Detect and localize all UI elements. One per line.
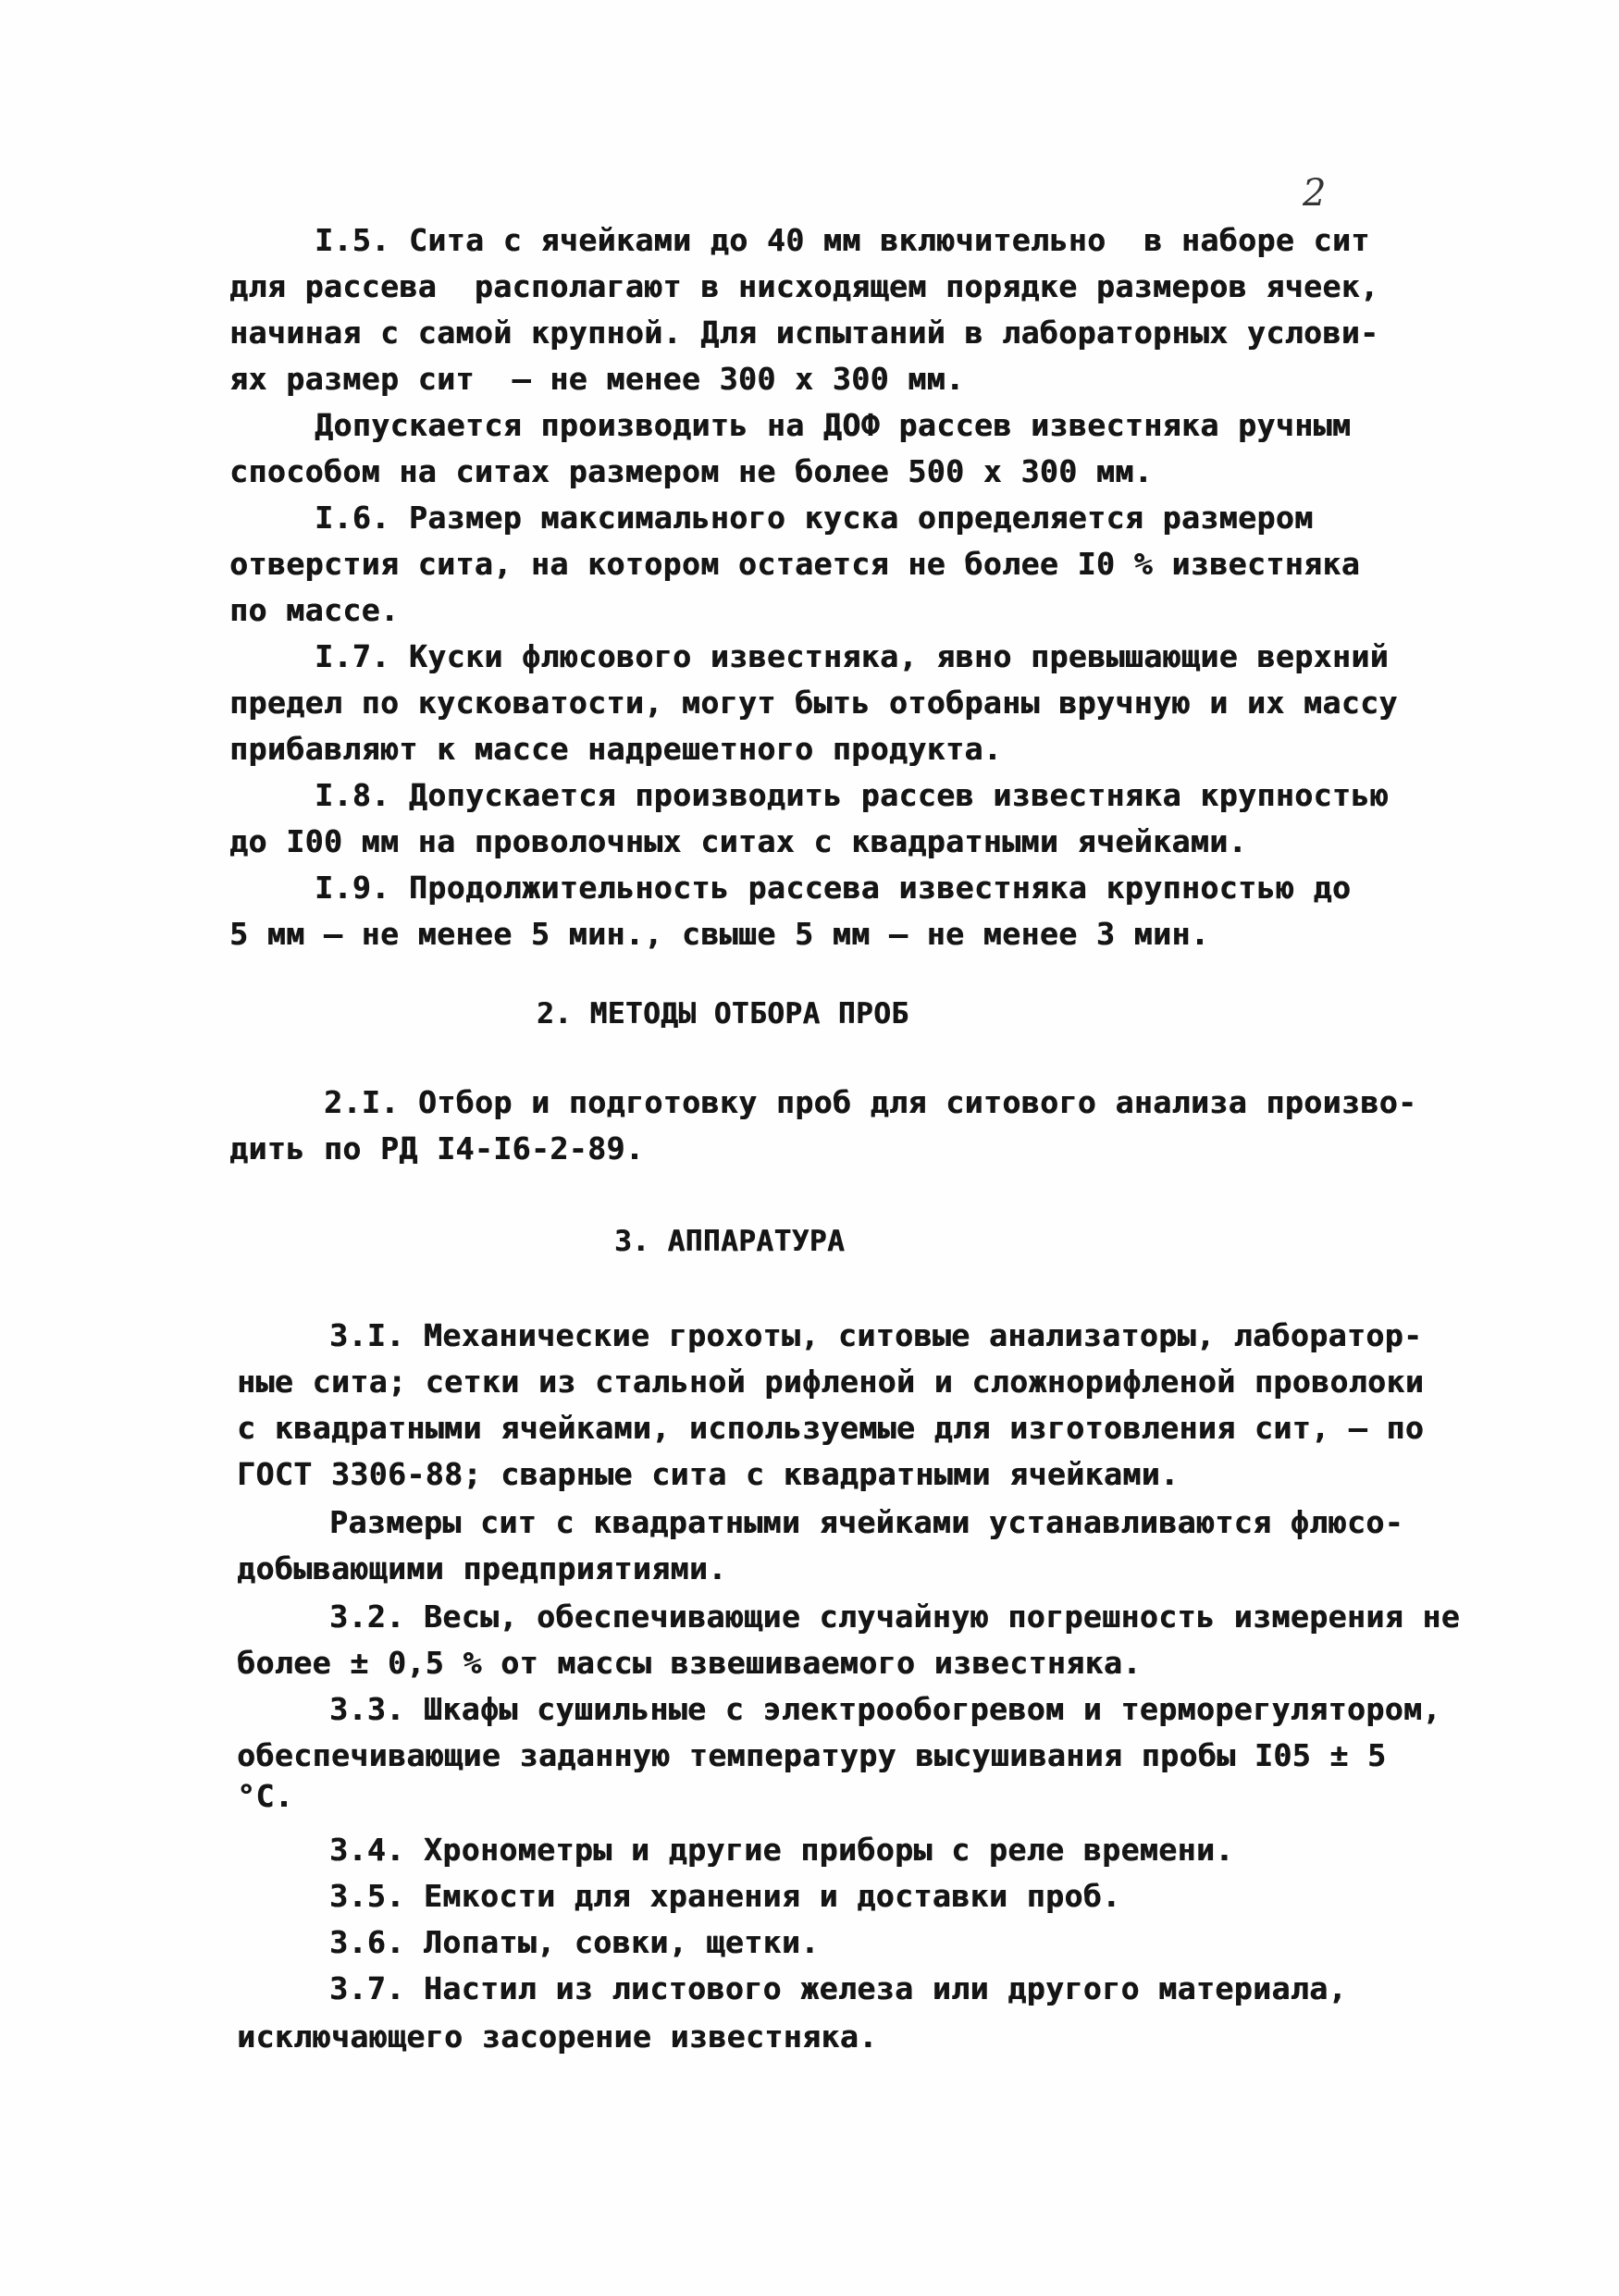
paragraph-line: Допускается производить на ДОФ рассев известняка ручным bbox=[315, 407, 1352, 443]
section-heading: 2. МЕТОДЫ ОТБОРА ПРОБ bbox=[537, 997, 909, 1031]
paragraph-line: 3.6. Лопаты, совки, щетки. bbox=[329, 1924, 820, 1960]
paragraph-line: более ± 0,5 % от массы взвешиваемого известняка. bbox=[237, 1645, 1142, 1681]
paragraph-line: I.5. Сита с ячейками до 40 мм включительно в наборе сит bbox=[315, 222, 1370, 258]
paragraph-line: по массе. bbox=[229, 592, 400, 628]
paragraph-line: способом на ситах размером не более 500 x 300 мм. bbox=[229, 453, 1154, 489]
paragraph-line: отверстия сита, на котором остается не более I0 % известняка bbox=[229, 546, 1361, 582]
paragraph-line: I.9. Продолжительность рассева известняка крупностью до bbox=[315, 870, 1352, 906]
paragraph-line: 3.I. Механические грохоты, ситовые анализаторы, лаборатор- bbox=[329, 1317, 1423, 1353]
paragraph-line: 3.3. Шкафы сушильные с электрообогревом и терморегулятором, bbox=[329, 1691, 1441, 1727]
paragraph-line: Размеры сит с квадратными ячейками устанавливаются флюсо- bbox=[329, 1504, 1403, 1540]
paragraph-line: 3.4. Хронометры и другие приборы с реле времени. bbox=[329, 1832, 1234, 1868]
paragraph-line: °С. bbox=[237, 1778, 294, 1814]
paragraph-line: обеспечивающие заданную температуру высушивания пробы I05 ± 5 bbox=[237, 1737, 1387, 1773]
paragraph-line: ные сита; сетки из стальной рифленой и сложнорифленой проволоки bbox=[237, 1364, 1425, 1400]
paragraph-line: предел по кусковатости, могут быть отобраны вручную и их массу bbox=[229, 685, 1398, 721]
page-number: 2 bbox=[1303, 172, 1327, 215]
paragraph-line: 3.2. Весы, обеспечивающие случайную погрешность измерения не bbox=[329, 1599, 1461, 1635]
paragraph-line: I.7. Куски флюсового известняка, явно превышающие верхний bbox=[315, 638, 1389, 674]
paragraph-line: начиная с самой крупной. Для испытаний в лабораторных услови- bbox=[229, 315, 1379, 351]
section-heading: 3. АППАРАТУРА bbox=[614, 1225, 846, 1258]
paragraph-line: исключающего засорение известняка. bbox=[237, 2018, 878, 2055]
paragraph-line: добывающими предприятиями. bbox=[237, 1550, 727, 1586]
paragraph-line: до I00 мм на проволочных ситах с квадратными ячейками. bbox=[229, 823, 1247, 859]
paragraph-line: прибавляют к массе надрешетного продукта. bbox=[229, 731, 1003, 767]
paragraph-line: I.6. Размер максимального куска определяется размером bbox=[315, 500, 1314, 536]
paragraph-line: 2.I. Отбор и подготовку проб для ситового анализа произво- bbox=[324, 1084, 1417, 1120]
paragraph-line: дить по РД I4-I6-2-89. bbox=[229, 1130, 645, 1167]
paragraph-line: 3.5. Емкости для хранения и доставки проб. bbox=[329, 1878, 1121, 1914]
paragraph-line: с квадратными ячейками, используемые для изготовления сит, – по bbox=[237, 1410, 1425, 1446]
paragraph-line: ях размер сит – не менее 300 x 300 мм. bbox=[229, 361, 965, 397]
paragraph-line: 5 мм – не менее 5 мин., свыше 5 мм – не менее 3 мин. bbox=[229, 916, 1210, 952]
paragraph-line: для рассева располагают в нисходящем порядке размеров ячеек, bbox=[229, 268, 1379, 304]
paragraph-line: I.8. Допускается производить рассев известняка крупностью bbox=[315, 777, 1389, 813]
paragraph-line: ГОСТ 3306-88; сварные сита с квадратными ячейками. bbox=[237, 1456, 1180, 1492]
paragraph-line: 3.7. Настил из листового железа или другого материала, bbox=[329, 1970, 1347, 2006]
